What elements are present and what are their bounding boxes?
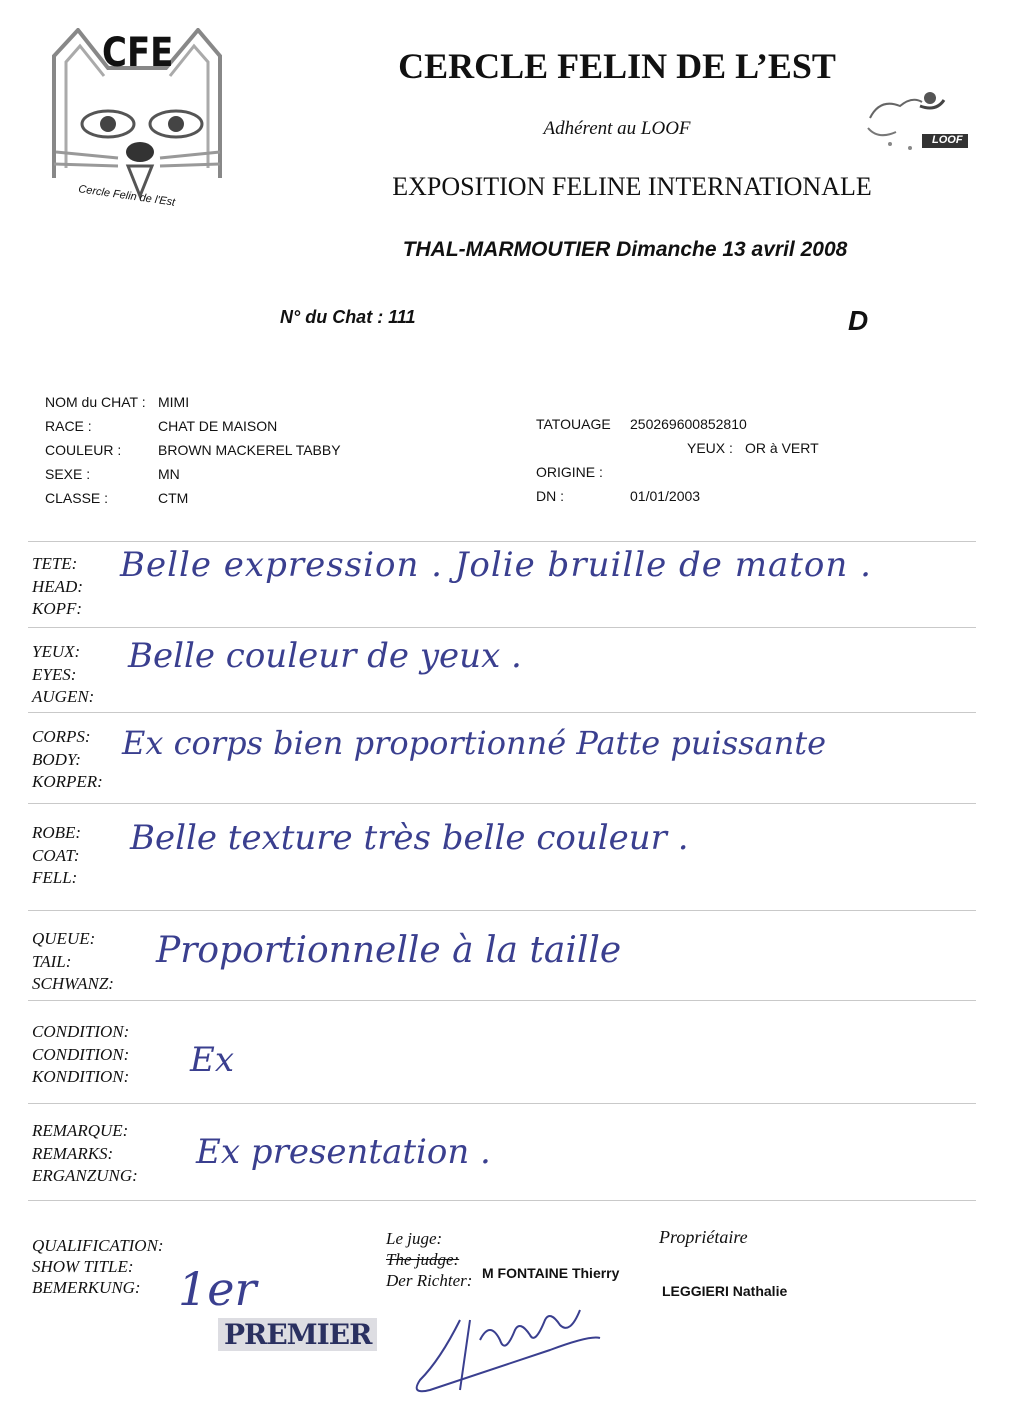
name-value: MIMI	[158, 394, 190, 410]
loof-cats-icon	[860, 88, 972, 158]
section-label: TAIL:	[32, 951, 72, 971]
section-label: QUEUE:	[32, 929, 96, 948]
section-label: KOPF:	[32, 599, 83, 618]
footer-label: QUALIFICATION:	[32, 1236, 164, 1255]
footer-label: BEMERKUNG:	[32, 1278, 141, 1297]
section-label: REMARQUE:	[32, 1121, 129, 1140]
loof-badge-text: LOOF	[932, 134, 963, 146]
eyes-label: YEUX :	[687, 440, 733, 456]
remarks-labels	[32, 1120, 138, 1188]
divider	[28, 1200, 976, 1201]
condition-comment: Ex	[190, 1040, 234, 1080]
section-label: HEAD:	[32, 576, 83, 596]
divider	[28, 627, 976, 628]
section-label: CONDITION:	[32, 1044, 130, 1064]
tattoo-label: TATOUAGE	[536, 416, 611, 432]
tattoo-value: 250269600852810	[630, 416, 747, 432]
body-labels	[32, 726, 103, 794]
eyes-comment: Belle couleur de yeux .	[128, 636, 522, 676]
judge-name: M FONTAINE Thierry	[482, 1265, 620, 1281]
exhibition-title: EXPOSITION FELINE INTERNATIONALE	[392, 172, 872, 201]
footer-label: The judge:	[386, 1250, 460, 1269]
coat-labels	[32, 822, 81, 890]
eyes-labels	[32, 641, 94, 709]
remarks-comment: Ex presentation .	[196, 1132, 491, 1172]
head-comment: Belle expression . Jolie bruille de maton .	[120, 545, 872, 585]
origin-label: ORIGINE :	[536, 464, 603, 480]
section-label: ERGANZUNG:	[32, 1166, 138, 1185]
color-label: COULEUR :	[45, 442, 122, 458]
judge-signature	[400, 1280, 620, 1400]
divider	[28, 910, 976, 911]
divider	[28, 803, 976, 804]
sex-value: MN	[158, 466, 180, 482]
divider	[28, 541, 976, 542]
dob-label: DN :	[536, 488, 564, 504]
eyes-value: OR à VERT	[745, 440, 819, 456]
color-value: BROWN MACKEREL TABBY	[158, 442, 341, 458]
owner-label: Propriétaire	[659, 1227, 748, 1247]
class-value: CTM	[158, 490, 189, 506]
tail-labels	[32, 928, 114, 996]
section-label: CONDITION:	[32, 1022, 130, 1041]
race-label: RACE :	[45, 418, 92, 434]
sex-label: SEXE :	[45, 466, 91, 482]
section-label: EYES:	[32, 664, 77, 684]
section-label: BODY:	[32, 749, 81, 769]
condition-labels	[32, 1021, 129, 1089]
affiliation: Adhérent au LOOF	[543, 118, 691, 139]
body-comment: Ex corps bien proportionné Patte puissante	[122, 724, 827, 762]
section-label: KORPER:	[32, 772, 103, 791]
section-label: FELL:	[32, 868, 78, 887]
class-label: CLASSE :	[45, 490, 109, 506]
section-label: COAT:	[32, 845, 80, 865]
section-label: CORPS:	[32, 727, 91, 746]
footer-label: Der Richter:	[386, 1271, 473, 1290]
dob-value: 01/01/2003	[630, 488, 701, 504]
cat-number: N° du Chat : 111	[280, 307, 416, 327]
loof-logo	[860, 88, 972, 158]
page-title: CERCLE FELIN DE L’EST	[398, 46, 836, 86]
race-value: CHAT DE MAISON	[158, 418, 278, 434]
logo-caption: Cercle Felin de l'Est	[77, 183, 176, 209]
tail-comment: Proportionnelle à la taille	[156, 930, 622, 971]
day-letter: D	[848, 305, 869, 336]
coat-comment: Belle texture très belle couleur .	[130, 818, 689, 858]
section-label: AUGEN:	[32, 687, 95, 706]
event-line: THAL-MARMOUTIER Dimanche 13 avril 2008	[402, 238, 848, 261]
section-label: ROBE:	[32, 823, 82, 842]
footer-label: Le juge:	[386, 1229, 443, 1248]
qualification-labels	[32, 1235, 164, 1298]
divider	[28, 1000, 976, 1001]
footer-label: SHOW TITLE:	[32, 1257, 134, 1276]
section-label: SCHWANZ:	[32, 974, 114, 993]
name-label: NOM du CHAT :	[45, 394, 146, 410]
qualification-handwritten: 1er	[178, 1262, 257, 1316]
divider	[28, 1103, 976, 1104]
divider	[28, 712, 976, 713]
logo-text: CFE	[102, 30, 174, 76]
section-label: REMARKS:	[32, 1143, 114, 1163]
section-label: YEUX:	[32, 642, 81, 661]
section-label: TETE:	[32, 554, 78, 573]
premier-stamp: PREMIER	[218, 1318, 377, 1351]
section-label: KONDITION:	[32, 1067, 130, 1086]
head-labels	[32, 553, 83, 621]
owner-name: LEGGIERI Nathalie	[662, 1283, 788, 1299]
